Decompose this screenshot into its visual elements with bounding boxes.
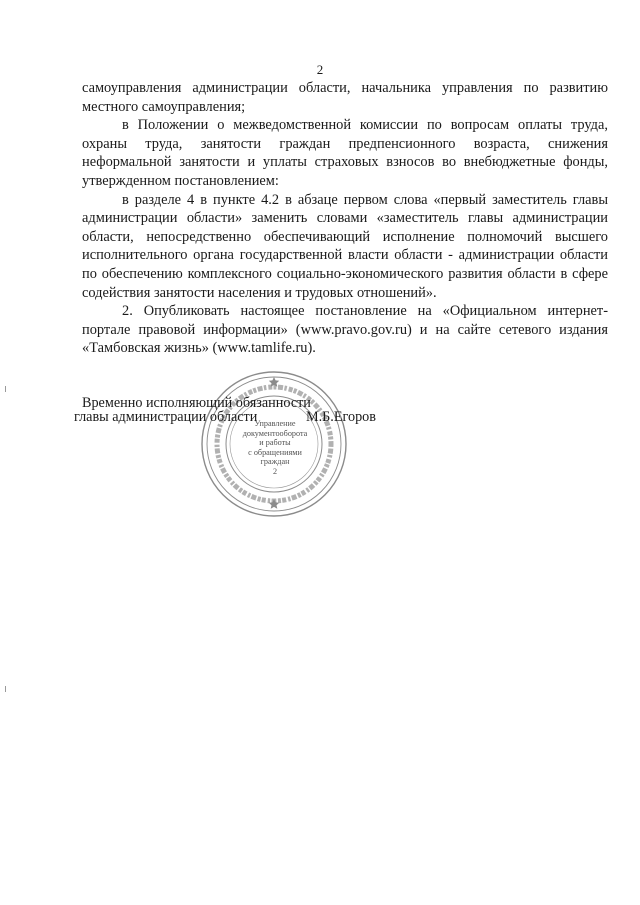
page-number: 2 bbox=[316, 62, 324, 77]
paragraph-commission-regulation: в Положении о межведомственной комиссии по вопросам оплаты труда, охраны труда, занятости граждан предпенсионного возраста, снижения неформальной занятости и уплаты страховых взносов во внебюджетные фонды, утвержденном постановлением: bbox=[82, 117, 608, 189]
stamp-line: граждан bbox=[260, 457, 290, 467]
signature-position-line-2: главы администрации области bbox=[74, 409, 258, 425]
stamp-center-text bbox=[240, 419, 310, 477]
stamp-line: и работы bbox=[259, 438, 291, 448]
stamp-line: Управление bbox=[254, 419, 296, 428]
stamp-line: 2 bbox=[272, 466, 278, 476]
paragraph-amendment: в разделе 4 в пункте 4.2 в абзаце первом слова «первый заместитель главы администрации области» заменить словами «заместитель главы администрации области, непосредственно обеспечивающий исполнение полномочий высшего исполнительного органа государственной власти области - администрации области по обеспечению комплексного социально-экономического развития области в сфере содействия занятости населения и трудовых отношений». bbox=[82, 191, 608, 301]
paragraph-continuation: самоуправления администрации области, начальника управления по развитию местного самоуправления; bbox=[82, 80, 608, 115]
paragraph-publication: 2. Опубликовать настоящее постановление на «Официальном интернет-портале правовой информации» (www.pravo.gov.ru) и на сайте сетевого издания «Тамбовская жизнь» (www.tamlife.ru). bbox=[82, 303, 608, 357]
stamp-line: документооборота bbox=[242, 428, 308, 438]
scan-mark bbox=[5, 386, 6, 392]
signatory-name: М.Б.Егоров bbox=[306, 409, 376, 425]
scan-mark bbox=[5, 686, 6, 692]
signature-position-line-1: Временно исполняющий обязанности bbox=[82, 395, 311, 411]
stamp-line: с обращениями bbox=[248, 447, 302, 457]
document-body bbox=[82, 79, 608, 358]
